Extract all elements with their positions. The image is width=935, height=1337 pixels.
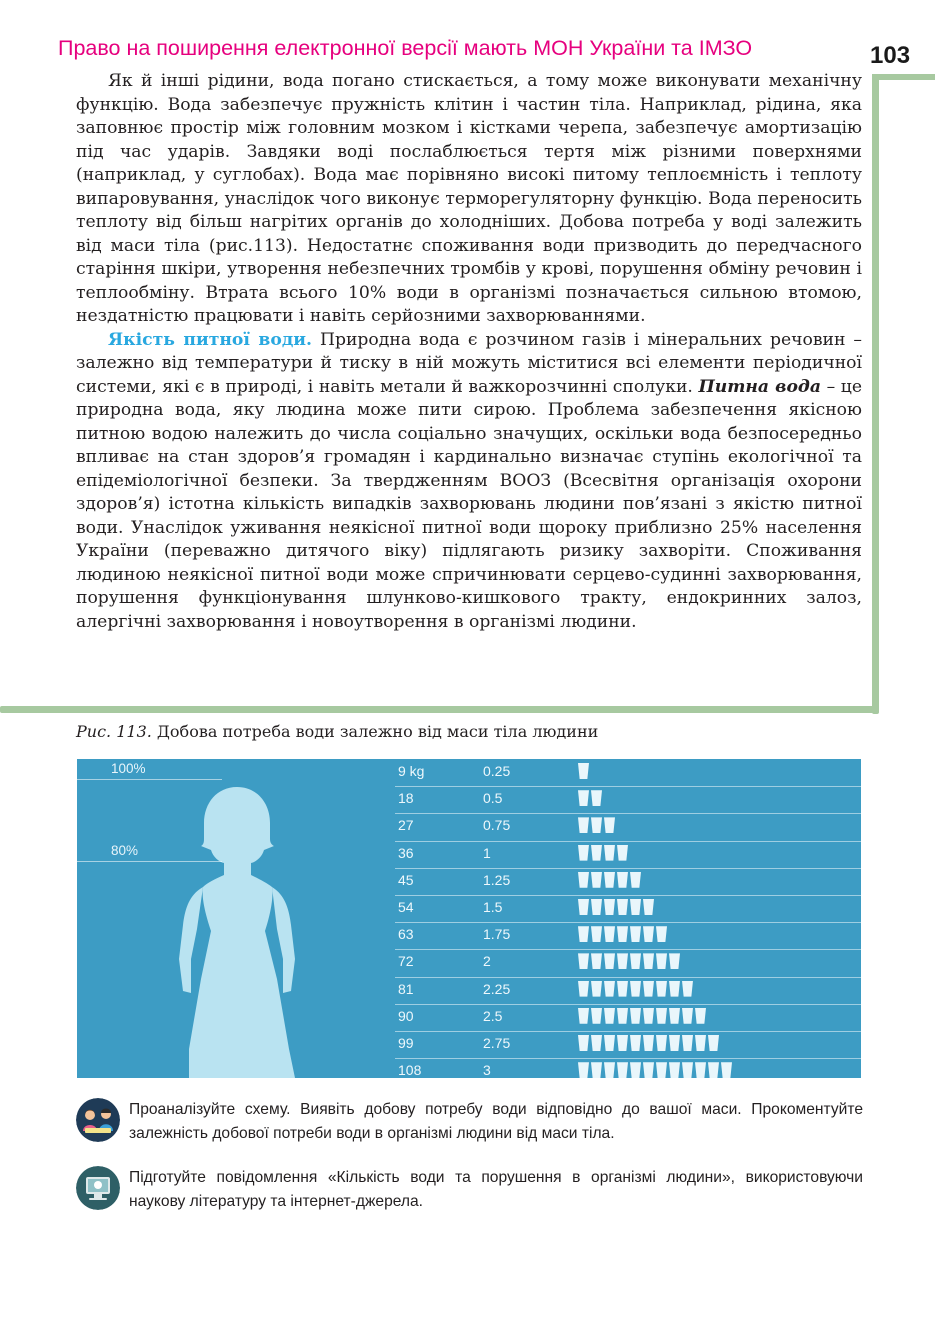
body-mass-value: 72 bbox=[398, 953, 414, 970]
water-glass-icon bbox=[630, 1062, 641, 1078]
water-liters-value: 0.5 bbox=[483, 790, 503, 807]
water-glass-icon bbox=[630, 1008, 641, 1024]
water-glass-icon bbox=[578, 872, 589, 888]
row-divider bbox=[395, 949, 861, 950]
body-mass-value: 27 bbox=[398, 817, 414, 834]
figure-label: Рис. 113. bbox=[76, 722, 152, 741]
body-mass-value: 45 bbox=[398, 871, 414, 888]
water-liters-value: 2.5 bbox=[483, 1007, 503, 1024]
water-glass-icon bbox=[591, 1062, 602, 1078]
water-glass-icon bbox=[617, 872, 628, 888]
water-glass-icon bbox=[682, 1035, 693, 1051]
water-need-row bbox=[395, 841, 861, 868]
water-liters-value: 0.75 bbox=[483, 817, 511, 834]
body-mass-value: 108 bbox=[398, 1062, 422, 1078]
row-divider bbox=[395, 977, 861, 978]
computer-research-icon bbox=[76, 1166, 120, 1210]
water-glass-icon bbox=[695, 1062, 706, 1078]
water-cups bbox=[578, 981, 695, 999]
section-heading: Якість питної води. bbox=[108, 329, 313, 350]
water-liters-value: 1.5 bbox=[483, 899, 503, 915]
body-mass-value: 99 bbox=[398, 1035, 414, 1051]
water-glass-icon bbox=[617, 926, 628, 942]
water-need-row bbox=[395, 813, 861, 840]
water-glass-icon bbox=[578, 1008, 589, 1024]
water-cups bbox=[578, 926, 669, 944]
students-discussion-icon bbox=[76, 1098, 120, 1142]
water-glass-icon bbox=[656, 953, 667, 969]
body-text bbox=[76, 70, 862, 634]
rights-notice: Право на поширення електронної версії мають МОН України та ІМЗО bbox=[58, 36, 753, 60]
water-glass-icon bbox=[591, 981, 602, 997]
row-divider bbox=[395, 1031, 861, 1032]
water-glass-icon bbox=[604, 926, 615, 942]
water-glass-icon bbox=[617, 845, 628, 861]
water-glass-icon bbox=[630, 1035, 641, 1051]
water-need-row bbox=[395, 759, 861, 786]
water-glass-icon bbox=[591, 926, 602, 942]
water-need-row bbox=[395, 949, 861, 976]
task-text: Проаналізуйте схему. Виявіть добову потребу води відповідно до вашої маси. Прокоментуйте залежність добової потреби води в організмі людини від маси тіла. bbox=[129, 1101, 863, 1142]
water-glass-icon bbox=[578, 1062, 589, 1078]
water-liters-value: 1 bbox=[483, 844, 491, 861]
body-mass-value: 9 kg bbox=[398, 763, 425, 779]
water-glass-icon bbox=[604, 872, 615, 888]
water-glass-icon bbox=[578, 899, 589, 915]
row-divider bbox=[395, 841, 861, 842]
water-need-row bbox=[395, 977, 861, 1004]
figure-caption-text: Добова потреба води залежно від маси тіла людини bbox=[151, 722, 599, 741]
water-infographic bbox=[77, 759, 861, 1078]
water-glass-icon bbox=[604, 817, 615, 833]
water-glass-icon bbox=[630, 953, 641, 969]
water-glass-icon bbox=[617, 981, 628, 997]
water-glass-icon bbox=[617, 1062, 628, 1078]
water-glass-icon bbox=[708, 1062, 719, 1078]
water-cups bbox=[578, 763, 591, 781]
water-cups bbox=[578, 1008, 708, 1026]
paragraph-drinking-water bbox=[76, 329, 862, 635]
water-glass-icon bbox=[591, 845, 602, 861]
water-need-row bbox=[395, 1058, 861, 1078]
body-mass-value: 63 bbox=[398, 926, 414, 943]
task-text: Підготуйте повідомлення «Кількість води та порушення в організмі людини», використовуючи наукову літературу та інтернет-джерела. bbox=[129, 1169, 863, 1210]
page-number: 103 bbox=[870, 42, 911, 69]
row-divider bbox=[395, 1058, 861, 1059]
water-liters-value: 2.75 bbox=[483, 1035, 511, 1051]
water-glass-icon bbox=[578, 845, 589, 861]
water-glass-icon bbox=[656, 981, 667, 997]
water-glass-icon bbox=[643, 953, 654, 969]
water-glass-icon bbox=[643, 1062, 654, 1078]
water-glass-icon bbox=[656, 1035, 667, 1051]
water-cups bbox=[578, 817, 617, 835]
body-mass-value: 81 bbox=[398, 980, 414, 997]
figure-caption bbox=[76, 722, 598, 741]
water-glass-icon bbox=[578, 1035, 589, 1051]
water-glass-icon bbox=[630, 926, 641, 942]
water-glass-icon bbox=[643, 1008, 654, 1024]
water-glass-icon bbox=[669, 1008, 680, 1024]
water-glass-icon bbox=[578, 953, 589, 969]
water-glass-icon bbox=[682, 981, 693, 997]
water-cups bbox=[578, 845, 630, 863]
water-glass-icon bbox=[591, 1008, 602, 1024]
water-glass-icon bbox=[669, 981, 680, 997]
body-mass-value: 90 bbox=[398, 1007, 414, 1024]
water-glass-icon bbox=[591, 790, 602, 806]
water-liters-value: 3 bbox=[483, 1062, 491, 1078]
water-need-row bbox=[395, 1031, 861, 1058]
water-glass-icon bbox=[630, 899, 641, 915]
water-glass-icon bbox=[578, 981, 589, 997]
water-glass-icon bbox=[721, 1062, 732, 1078]
water-need-row bbox=[395, 786, 861, 813]
water-liters-value: 2 bbox=[483, 953, 491, 970]
water-glass-icon bbox=[643, 926, 654, 942]
water-need-row bbox=[395, 895, 861, 922]
water-glass-icon bbox=[604, 1035, 615, 1051]
water-glass-icon bbox=[708, 1035, 719, 1051]
frame-border-bottom bbox=[0, 706, 879, 713]
water-cups bbox=[578, 790, 604, 808]
water-cups bbox=[578, 872, 643, 890]
water-glass-icon bbox=[604, 845, 615, 861]
water-glass-icon bbox=[604, 953, 615, 969]
task-report bbox=[76, 1166, 866, 1216]
water-cups bbox=[578, 899, 656, 917]
water-glass-icon bbox=[669, 1035, 680, 1051]
water-glass-icon bbox=[643, 1035, 654, 1051]
water-glass-icon bbox=[604, 899, 615, 915]
water-need-row bbox=[395, 868, 861, 895]
row-divider bbox=[395, 813, 861, 814]
term-drinking-water: Питна вода bbox=[698, 376, 822, 397]
water-glass-icon bbox=[669, 1062, 680, 1078]
water-cups bbox=[578, 953, 682, 971]
water-glass-icon bbox=[682, 1062, 693, 1078]
row-divider bbox=[395, 868, 861, 869]
percent-divider bbox=[77, 779, 222, 780]
water-glass-icon bbox=[656, 926, 667, 942]
water-glass-icon bbox=[617, 1035, 628, 1051]
water-glass-icon bbox=[617, 1008, 628, 1024]
water-glass-icon bbox=[591, 899, 602, 915]
water-glass-icon bbox=[591, 1035, 602, 1051]
frame-border-top bbox=[872, 74, 935, 80]
water-glass-icon bbox=[695, 1035, 706, 1051]
body-mass-value: 54 bbox=[398, 899, 414, 915]
water-glass-icon bbox=[591, 953, 602, 969]
water-liters-value: 0.25 bbox=[483, 763, 511, 779]
water-glass-icon bbox=[617, 953, 628, 969]
water-liters-value: 1.75 bbox=[483, 926, 511, 943]
water-glass-icon bbox=[695, 1008, 706, 1024]
water-need-row bbox=[395, 922, 861, 949]
woman-silhouette-icon bbox=[77, 759, 397, 1078]
water-glass-icon bbox=[643, 899, 654, 915]
percent-divider bbox=[77, 861, 222, 862]
water-glass-icon bbox=[643, 981, 654, 997]
water-glass-icon bbox=[669, 953, 680, 969]
water-glass-icon bbox=[682, 1008, 693, 1024]
frame-border-right bbox=[872, 74, 879, 714]
body-mass-value: 18 bbox=[398, 790, 414, 807]
task-analyze bbox=[76, 1098, 866, 1148]
percent-label: 100% bbox=[111, 761, 146, 776]
water-liters-value: 1.25 bbox=[483, 871, 511, 888]
row-divider bbox=[395, 895, 861, 896]
body-mass-value: 36 bbox=[398, 844, 414, 861]
water-liters-value: 2.25 bbox=[483, 980, 511, 997]
water-glass-icon bbox=[604, 981, 615, 997]
percent-label: 80% bbox=[111, 843, 139, 858]
paragraph-water-functions: Як й інші рідини, вода погано стискається, а тому може виконувати механічну функцію. Вода забезпечує пружність клітин і частин тіла. Наприклад, рідина, яка заповнює простір між головним мозком і кістками черепа, забезпечує амортизацію під час ударів. Завдяки воді послаблюється тертя між різними поверхнями (наприклад, у суглобах). Вода має порівняно високі питому теплоємність і теплоту випаровування, унаслідок чого виконує терморегуляторну функцію. Вода переносить теплоту від більш нагрітих органів до холодніших. Добова потреба у воді залежить від маси тіла (рис.113). Недостатнє споживання води призводить до передчасного старіння шкіри, утворення небезпечних тромбів у крові, порушення обміну речовин і теплообміну. Втрата всього 10% води в організмі позначається сильною втомою, нездатністю працювати і навіть серйозними захворюваннями. bbox=[76, 71, 862, 326]
water-glass-icon bbox=[578, 790, 589, 806]
row-divider bbox=[395, 922, 861, 923]
water-need-row bbox=[395, 1004, 861, 1031]
water-glass-icon bbox=[656, 1008, 667, 1024]
water-glass-icon bbox=[578, 926, 589, 942]
water-cups bbox=[578, 1062, 734, 1078]
water-cups bbox=[578, 1035, 721, 1053]
water-glass-icon bbox=[630, 872, 641, 888]
water-glass-icon bbox=[578, 817, 589, 833]
water-glass-icon bbox=[591, 872, 602, 888]
water-glass-icon bbox=[591, 817, 602, 833]
paragraph-text: – це природна вода, яку людина може пити сирою. Проблема забезпечення якісною питною водою належить до числа соціально значущих, оскільки вода безпосередньо впливає на стан здоров’я громадян і кардинально визначає ступінь екологічної та епідеміологічної безпеки. За твердженням ВООЗ (Всесвітня організація охорони здоров’я) істотна кількість випадків захворювань людини пов’язані з якістю питної води. Унаслідок уживання неякісної питної води щороку приблизно 25% населення України (переважно дитячого віку) підлягають ризику захворіти. Споживання людиною неякісної питної води може спричинювати серцево-судинні захворювання, порушення функціонування шлунково-кишкового тракту, ендокринних залоз, алергічні захворювання і новоутворення в організмі людини. bbox=[76, 376, 862, 632]
row-divider bbox=[395, 786, 861, 787]
water-glass-icon bbox=[604, 1062, 615, 1078]
water-glass-icon bbox=[604, 1008, 615, 1024]
water-glass-icon bbox=[617, 899, 628, 915]
row-divider bbox=[395, 1004, 861, 1005]
water-glass-icon bbox=[656, 1062, 667, 1078]
water-glass-icon bbox=[578, 763, 589, 779]
paragraph-text: Природна вода є розчином газів і мінеральних речовин – залежно від температури й тиску в ній можуть міститися всі елементи періодичної системи, які є в природі, і навіть метали й важкорозчинні сполуки. bbox=[76, 329, 862, 397]
water-glass-icon bbox=[630, 981, 641, 997]
